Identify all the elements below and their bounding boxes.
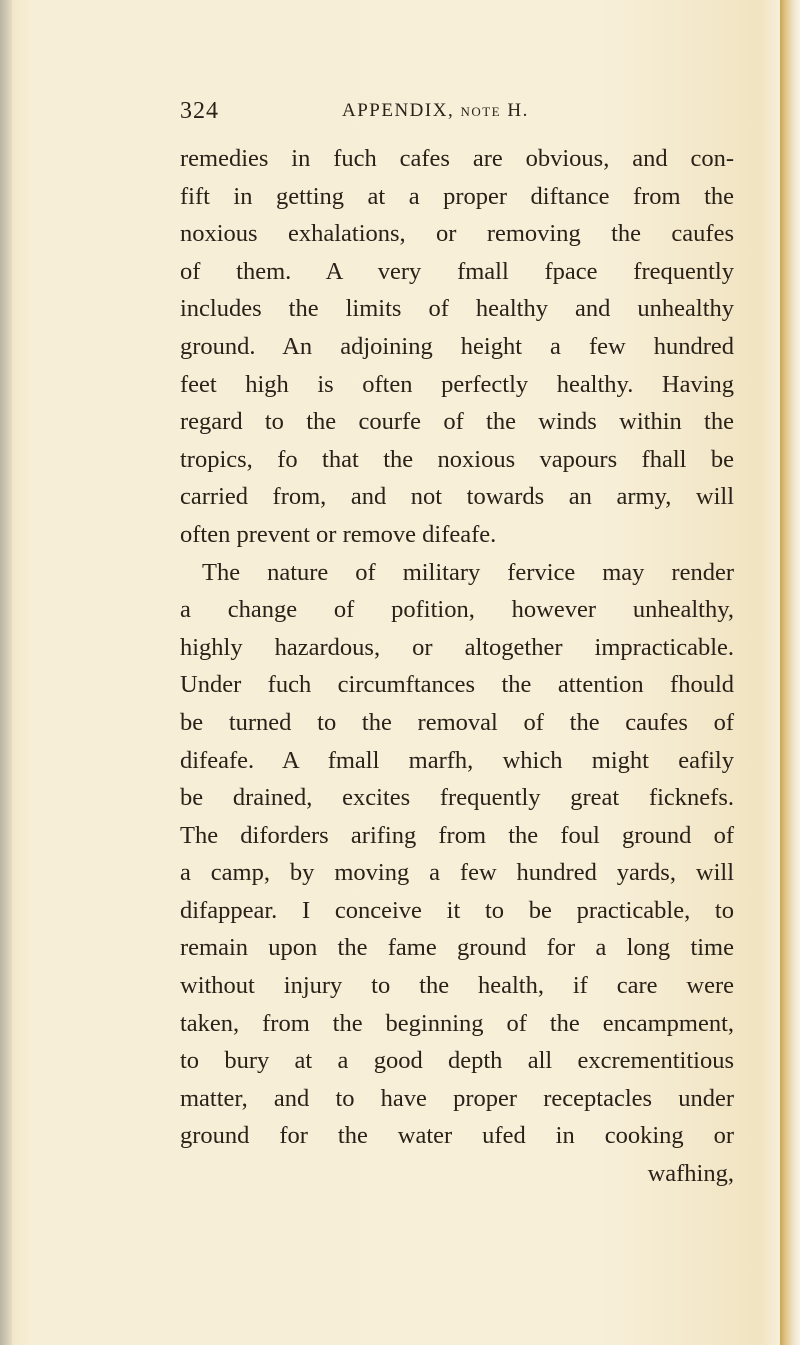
text-line: The diforders arifing from the foul ground of [180,821,734,849]
body-text [180,140,734,1193]
text-line: remedies in fuch cafes are obvious, and con- [180,145,734,172]
text-line: be drained, excites frequently great ficknefs. [180,784,734,812]
catchword: wafhing, [647,1160,734,1188]
running-head: APPENDIX, note H. [342,100,529,121]
text-line: includes the limits of healthy and unhealthy [180,295,734,323]
text-line: highly hazardous, or altogether impracticable. [180,633,734,661]
page-gutter-left [0,0,12,1345]
text-line: The nature of military fervice may render [202,558,734,586]
text-line: remain upon the fame ground for a long time [180,934,734,962]
text-line: often prevent or remove difeafe. [180,520,497,548]
text-line: ground for the water ufed in cooking or [180,1122,734,1150]
text-line: noxious exhalations, or removing the caufes [180,220,734,248]
text-line: without injury to the health, if care were [180,972,734,1000]
text-line: taken, from the beginning of the encampment, [180,1009,734,1037]
text-line: to bury at a good depth all excrementitious [180,1047,734,1075]
text-line: difeafe. A fmall marfh, which might eafily [180,746,734,774]
text-line: be turned to the removal of the caufes of [180,708,734,736]
text-line: carried from, and not towards an army, will [180,483,734,511]
text-line: Under fuch circumftances the attention fhould [180,671,734,699]
text-line: ground. An adjoining height a few hundred [180,332,734,360]
text-line: tropics, fo that the noxious vapours fhall be [180,445,734,473]
page-edge-right [780,0,800,1345]
text-line: a change of pofition, however unhealthy, [180,596,734,624]
text-line: a camp, by moving a few hundred yards, will [180,859,734,887]
text-line: of them. A very fmall fpace frequently [180,257,734,285]
text-line: difappear. I conceive it to be practicable, to [180,896,734,924]
text-line: matter, and to have proper receptacles under [180,1084,734,1112]
page-number: 324 [180,98,219,124]
page-header [180,98,620,134]
text-line: feet high is often perfectly healthy. Having [180,370,734,398]
text-line: fift in getting at a proper diftance from the [180,182,734,210]
text-line: regard to the courfe of the winds within the [180,408,734,436]
